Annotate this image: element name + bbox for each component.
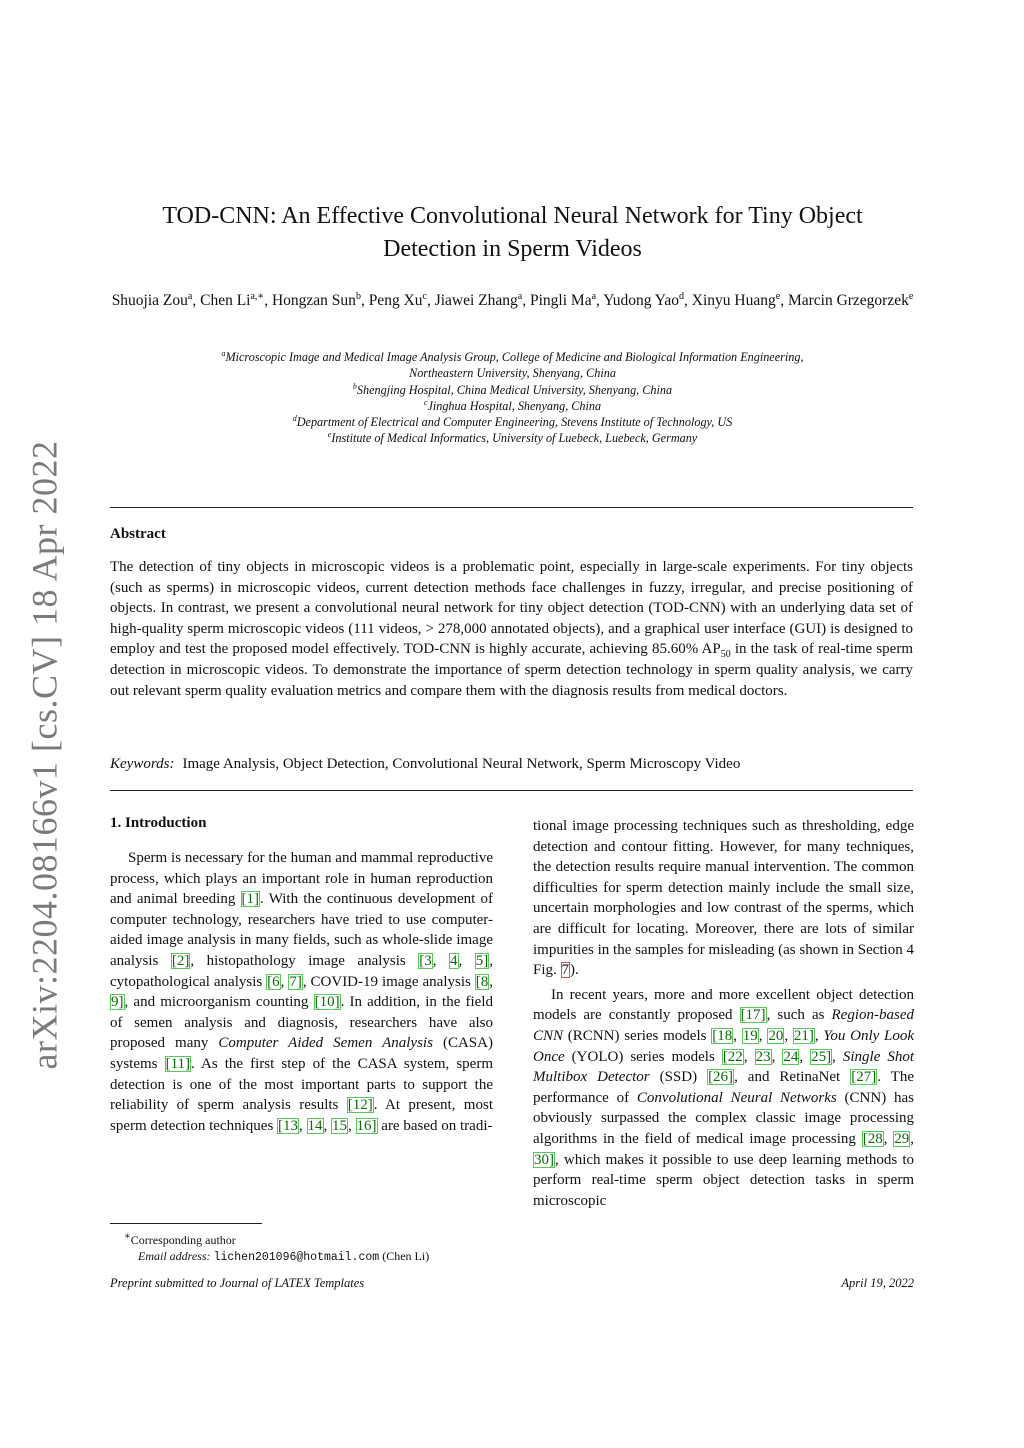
author-name: Pingli Ma [530,292,592,309]
author-name: Shuojia Zou [111,292,188,309]
citation-link[interactable]: [12] [347,1097,373,1114]
footnote-email: Email address: lichen201096@hotmail.com (Chen Li) [138,1249,430,1264]
author-name: Yudong Yao [603,292,680,309]
citation-link[interactable]: [17] [740,1007,766,1024]
citation-link[interactable]: 25] [811,1048,832,1065]
affiliation-a: $^a$Microscopic Image and Medical Image Analysis Group, College of Medicine and Biological Information Engineering, [221,348,804,364]
abstract-heading: Abstract [110,526,166,542]
citation-link[interactable]: [11] [165,1055,191,1072]
keywords-text: Image Analysis, Object Detection, Convolutional Neural Network, Sperm Microscopy Video [182,756,741,772]
footer-date: April 19, 2022 [841,1276,914,1290]
author-name: Marcin Grzegorzek [787,292,909,309]
author-name: Jiawei Zhang [434,292,518,309]
author-affil-mark: e [775,290,781,302]
author-list: Shuojia Zou$^a$, Chen $Li^{a,∗}$, Hongzan Sun$^b$, Peng Xu$^c$, Jiawei Zhang$^a$, Pingli Ma$^a$, Yudong Yao$^d$, Xinyu Huang$^e$, Marcin Grzegorzek$^e$ [111,290,914,309]
keywords [110,756,913,773]
citation-link[interactable]: [18 [712,1027,733,1044]
citation-link[interactable]: [26] [708,1069,734,1086]
citation-link[interactable]: [1] [241,891,260,908]
footer-preprint-note: Preprint submitted to Journal of LATEX Templates [110,1276,365,1290]
affiliation-c: $^c$Jinghua Hospital, Shenyang, China [423,397,602,413]
citation-link[interactable]: 4 [450,952,458,969]
affiliation-d: $^d$Department of Electrical and Computer Engineering, Stevens Institute of Technology, US [292,414,733,430]
citation-link[interactable]: [3 [419,952,432,969]
citation-link[interactable]: 23 [755,1048,771,1065]
citation-link[interactable]: 19 [742,1027,758,1044]
citation-link[interactable]: 5] [475,952,489,969]
author-name: Chen Li [200,292,251,309]
citation-link[interactable]: [10] [314,994,340,1011]
abstract-bottom-rule [110,790,913,791]
citation-link[interactable]: 16] [356,1117,377,1134]
keywords-label: Keywords: [110,756,175,772]
author-name: Hongzan Sun [271,292,356,309]
affiliation-a-cont: Northeastern University, Shenyang, China [409,366,616,381]
author-affil-mark: b [355,290,361,302]
author-name: Xinyu Huang [691,292,776,309]
citation-link[interactable]: [22 [722,1048,743,1065]
section-heading-introduction: 1. Introduction [110,815,207,831]
citation-link[interactable]: [8 [475,973,489,990]
citation-link[interactable]: 29 [894,1130,910,1147]
intro-paragraph-1-cont: tional image processing techniques such as thresholding, edge detection and contour fitting. However, for many techniques, the detection results require manual intervention. The common difficulties for sperm detection mainly include the small size, uncertain morphologies and low contrast of the sperms, which are difficult for locating. Moreover, there are lots of similar impurities in the samples for misleading (as shown in Section 4 Fig. 7). [533,818,914,979]
email-link[interactable]: lichen201096@hotmail.com [213,1251,380,1264]
affiliation-b: $^b$Shengjing Hospital, China Medical University, Shenyang, China [352,381,673,397]
intro-paragraph-1: Sperm is necessary for the human and mammal reproductive process, which plays an important role in human reproduction and animal breeding [1]. With the continuous development of computer technology, researchers have tried to use computer-aided image analysis in many fields, such as whole-slide image analysis [2], histopathology image analysis [3, 4, 5], cytopathological analysis [6, 7], COVID-19 image analysis [8, 9], and microorganism counting [10]. In addition, in the field of semen analysis and diagnosis, researchers have also proposed many Computer Aided Semen Analysis (CASA) systems [11]. As the first step of the CASA system, sperm detection is one of the most important parts to support the reliability of sperm analysis results [12]. At present, most sperm detection techniques [13, 14, 15, 16] are based on tradi- [110,850,494,1134]
footnote [110,1229,493,1266]
left-column [110,848,493,1136]
author-affil-mark: e [908,290,914,302]
citation-link[interactable]: 21] [793,1027,814,1044]
citation-link[interactable]: 15 [332,1117,348,1134]
abstract-top-rule [110,507,913,508]
citation-link[interactable]: 20 [768,1027,784,1044]
citation-link[interactable]: 30] [534,1151,554,1168]
citation-link[interactable]: [13 [278,1117,299,1134]
author-name: Peng Xu [368,292,423,309]
citation-link[interactable]: [6 [267,973,280,990]
title-line-1: TOD-CNN: An Effective Convolutional Neural Network for Tiny Object [162,203,863,229]
citation-link[interactable]: 14 [307,1117,323,1134]
author-affil-mark: a [517,290,523,302]
paper-title [110,200,915,266]
author-affil-mark: d [679,290,685,302]
citation-link[interactable]: [2] [171,952,190,969]
abstract-body: The detection of tiny objects in microscopic videos is a problematic point, especially in large-scale experiments. For tiny objects (such as sperms) in microscopic videos, current detection methods face challenges in fuzzy, irregular, and precise positioning of objects. In contrast, we present a convolutional neural network for tiny object detection (TOD-CNN) with an underlying data set of high-quality sperm microscopic videos (111 videos, > 278,000 annotated objects), and a graphical user interface (GUI) is designed to employ and test the proposed model effectively. TOD-CNN is highly accurate, achieving 85.60% $AP_{50}$ in the task of real-time sperm detection in microscopic videos. To demonstrate the importance of sperm detection technology in sperm quality analysis, we carry out relevant sperm quality evaluation metrics and compare them with the diagnosis results from medical doctors. [110,559,913,699]
author-affil-mark: c [422,290,427,302]
citation-link[interactable]: 24 [783,1048,799,1065]
citation-link[interactable]: 7] [289,973,302,990]
right-column [533,816,914,1211]
citation-link[interactable]: 9] [111,994,124,1011]
affiliations [110,349,915,447]
arxiv-id-text: arXiv:2204.08166v1 [cs.CV] 18 Apr 2022 [24,440,65,1070]
author-affil-mark: a [187,290,193,302]
figure-link[interactable]: 7 [561,962,570,979]
author-affil-mark: a,∗ [250,290,265,302]
title-line-2: Detection in Sperm Videos [383,236,642,262]
intro-paragraph-2: In recent years, more and more excellent object detection models are constantly proposed [17], such as Region-based CNN (RCNN) series models [18, 19, 20, 21], You Only Look Once (YOLO) series models [22, 23, 24, 25], Single Shot Multibox Detector (SSD) [26], and RetinaNet [27]. The performance of Convolutional Neural Networks (CNN) has obviously surpassed the complex classic image processing algorithms in the field of medical image processing [28, 29, 30], which makes it possible to use deep learning methods to perform real-time sperm object detection tasks in sperm microscopic [533,986,915,1209]
footnote-rule [110,1223,262,1224]
footnote-corresponding: ∗Corresponding author [124,1231,236,1247]
citation-link[interactable]: [27] [851,1069,877,1086]
author-affil-mark: a [591,290,597,302]
arxiv-identifier-stamp [14,440,74,1070]
affiliation-e: $^e$Institute of Medical Informatics, University of Luebeck, Luebeck, Germany [327,430,698,446]
citation-link[interactable]: [28 [862,1130,883,1147]
